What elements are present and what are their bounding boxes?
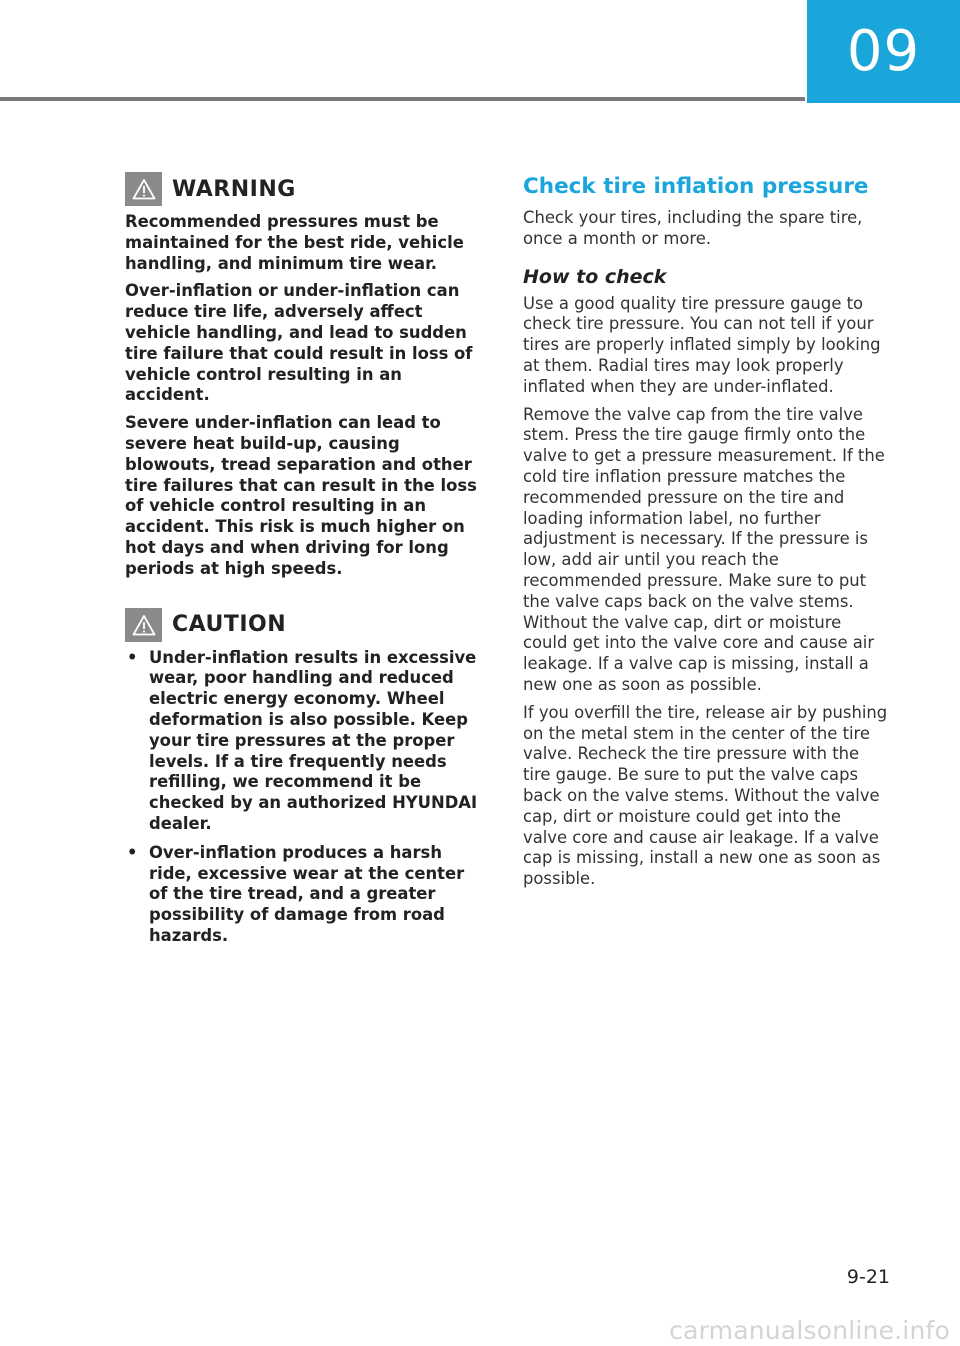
body-paragraph: If you overfill the tire, release air by pushing on the metal stem in the center of the tire valve. Recheck the tire pressure with the tire gauge. Be sure to put the valve caps back on the valve stems. Without the valve cap, dirt or moisture could get into the valve core and cause air leakage. If a valve cap is missing, install a new one as soon as possible. — [523, 702, 888, 889]
section-title: Check tire inflation pressure — [523, 174, 869, 199]
caution-item-text: Over-inflation produces a harsh ride, excessive wear at the center of the tire tread, and a greater possibility of damage from road hazards. — [149, 842, 465, 945]
warning-triangle-icon — [125, 172, 162, 206]
caution-title: CAUTION — [172, 612, 287, 638]
warning-paragraph: Recommended pressures must be maintained for the best ride, vehicle handling, and minimum tire wear. — [125, 212, 464, 273]
chapter-number: 09 — [846, 19, 921, 84]
list-item — [125, 648, 487, 835]
right-column — [523, 172, 889, 897]
warning-title: WARNING — [172, 176, 296, 202]
warning-paragraph: Severe under-inflation can lead to severe heat build-up, causing blowouts, tread separation and other tire failures that can result in the loss of vehicle control resulting in an accident. This risk is much higher on hot days and when driving for long periods at high speeds. — [125, 413, 477, 578]
caution-list — [125, 648, 487, 947]
list-item — [125, 843, 487, 947]
chapter-tab — [807, 0, 960, 103]
left-column — [125, 172, 487, 955]
section-intro: Check your tires, including the spare tire, once a month or more. — [523, 208, 863, 248]
page-number: 9-21 — [846, 1266, 890, 1288]
bullet: • — [127, 842, 138, 862]
warning-paragraph: Over-inflation or under-inflation can reduce tire life, adversely affect vehicle handling, and lead to sudden tire failure that could result in loss of vehicle control resulting in an accident. — [125, 281, 473, 405]
warning-header — [125, 172, 487, 206]
caution-box — [125, 608, 487, 947]
body-paragraph: Use a good quality tire pressure gauge to check tire pressure. You can not tell if your tires are properly inflated simply by looking at them. Radial tires may look properly inflated when they are under-inflated. — [523, 293, 881, 396]
caution-item-text: Under-inflation results in excessive wear, poor handling and reduced electric energy economy. Wheel deformation is also possible. Keep your tire pressures at the proper levels. If a tire frequently needs refilling, we recommend it be checked by an authorized HYUNDAI dealer. — [149, 647, 478, 833]
watermark: carmanualsonline.info — [669, 1316, 950, 1345]
subsection-title: How to check — [523, 265, 667, 288]
warning-box — [125, 172, 487, 580]
body-paragraph: Remove the valve cap from the tire valve stem. Press the tire gauge firmly onto the valve to get a pressure measurement. If the cold tire inflation pressure matches the recommended pressure on the tire and loading information label, no further adjustment is necessary. If the pressure is low, add air until you reach the recommended pressure. Make sure to put the valve caps back on the valve stems. Without the valve cap, dirt or moisture could get into the valve core and cause air leakage. If a valve cap is missing, install a new one as soon as possible. — [523, 404, 885, 694]
warning-triangle-icon — [125, 608, 162, 642]
bullet: • — [127, 647, 138, 667]
header-divider — [0, 97, 805, 101]
caution-header — [125, 608, 487, 642]
